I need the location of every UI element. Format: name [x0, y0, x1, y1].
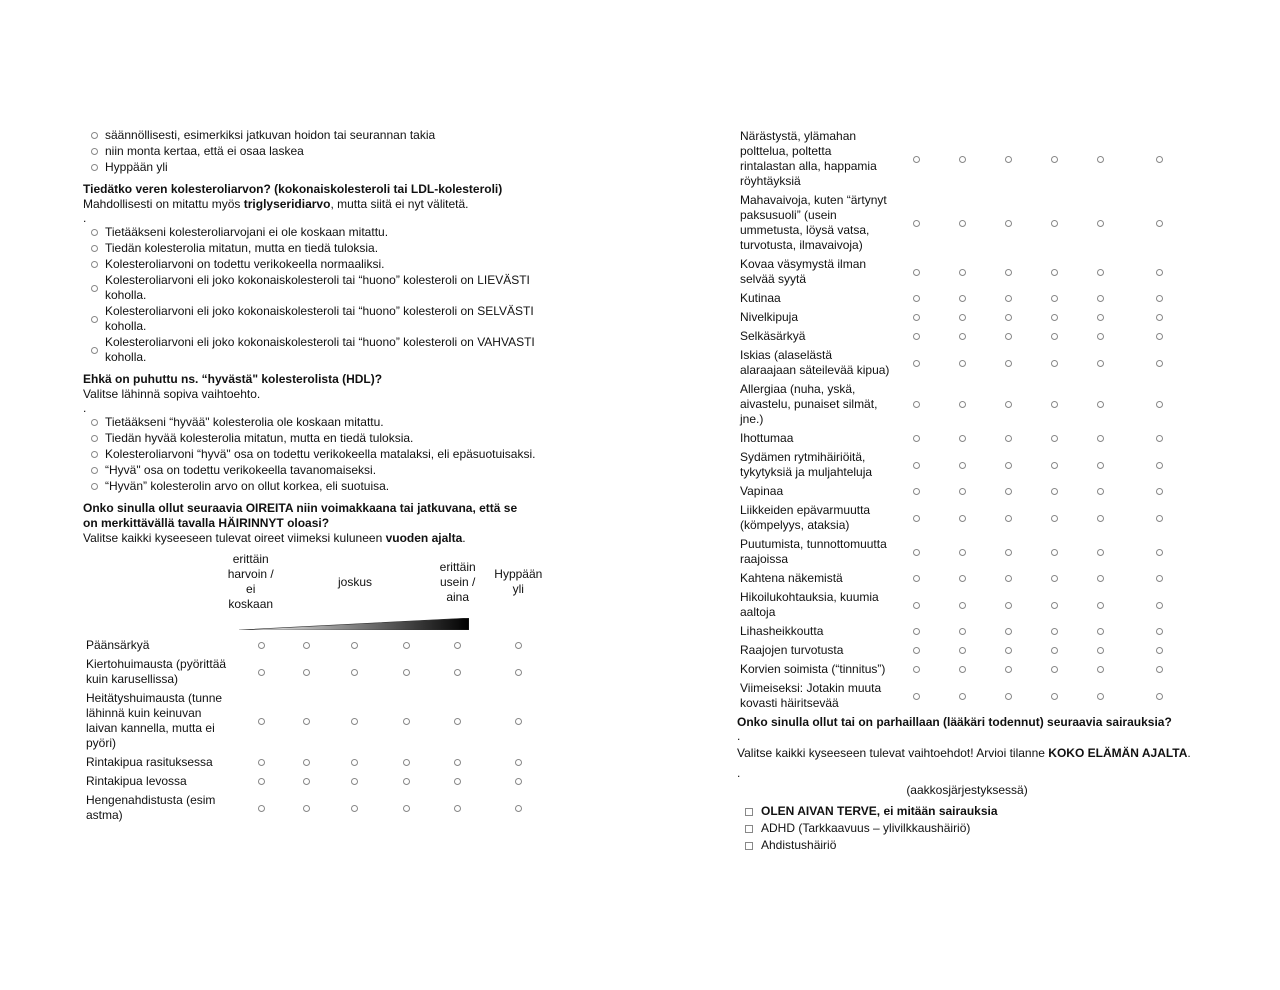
- radio-icon[interactable]: [1005, 462, 1012, 469]
- grid-row-label: Rintakipua rasituksessa: [86, 755, 213, 769]
- radio-icon[interactable]: [1156, 602, 1163, 609]
- radio-icon[interactable]: [515, 759, 522, 766]
- radio-icon[interactable]: [91, 164, 98, 171]
- grid-row-label: Heitätyshuimausta (tunne lähinnä kuin keinuvan laivan kannella, mutta ei pyöri): [86, 691, 223, 750]
- grid-row-label: Selkäsärkyä: [740, 329, 806, 343]
- radio-icon[interactable]: [1156, 269, 1163, 276]
- intensity-wedge: [239, 614, 484, 636]
- radio-icon[interactable]: [1097, 602, 1104, 609]
- grid-row-label: Kutinaa: [740, 291, 781, 305]
- radio-icon[interactable]: [913, 220, 920, 227]
- radio-icon[interactable]: [1005, 628, 1012, 635]
- radio-icon[interactable]: [1005, 220, 1012, 227]
- radio-icon[interactable]: [1097, 488, 1104, 495]
- radio-icon[interactable]: [1097, 435, 1104, 442]
- radio-icon[interactable]: [1097, 295, 1104, 302]
- radio-icon[interactable]: [91, 467, 98, 474]
- cholesterol-options: [83, 225, 553, 365]
- right-column: [737, 127, 1197, 855]
- radio-icon[interactable]: [913, 515, 920, 522]
- radio-icon[interactable]: [403, 759, 410, 766]
- radio-icon[interactable]: [515, 642, 522, 649]
- radio-icon[interactable]: [403, 718, 410, 725]
- radio-icon[interactable]: [1005, 156, 1012, 163]
- radio-option-label: Hyppään yli: [105, 160, 168, 174]
- radio-icon[interactable]: [913, 488, 920, 495]
- checkbox-icon[interactable]: [745, 842, 753, 850]
- dot-separator: .: [83, 401, 87, 415]
- radio-icon[interactable]: [959, 269, 966, 276]
- radio-option-label: “Hyvä" osa on todettu verikokeella tavanomaiseksi.: [105, 463, 377, 477]
- grid-row-label: Sydämen rytmihäiriöitä, tykytyksiä ja muljahteluja: [740, 450, 873, 479]
- grid-row: [83, 772, 553, 791]
- radio-icon[interactable]: [1051, 693, 1058, 700]
- radio-icon[interactable]: [91, 285, 98, 292]
- radio-icon[interactable]: [959, 156, 966, 163]
- grid-row-label: Allergiaa (nuha, yskä, aivastelu, punaiset silmät, jne.): [740, 382, 878, 426]
- radio-option-label: Tiedän hyvää kolesterolia mitatun, mutta en tiedä tuloksia.: [105, 431, 414, 445]
- radio-icon[interactable]: [303, 718, 310, 725]
- radio-option[interactable]: [91, 304, 553, 334]
- grid-row: [83, 689, 553, 753]
- diseases-question-desc: Valitse kaikki kyseeseen tulevat vaihtoehdot! Arvioi tilanne KOKO ELÄMÄN AJALTA.: [737, 746, 1191, 760]
- grid-row: [737, 448, 1195, 482]
- radio-icon[interactable]: [1156, 666, 1163, 673]
- grid-row-label: Hikoilukohtauksia, kuumia aaltoja: [740, 590, 879, 619]
- radio-icon[interactable]: [91, 245, 98, 252]
- radio-icon[interactable]: [91, 229, 98, 236]
- checkbox-option[interactable]: OLEN AIVAN TERVE, ei mitään sairauksia: [745, 804, 1197, 819]
- radio-icon[interactable]: [959, 693, 966, 700]
- radio-icon[interactable]: [1005, 269, 1012, 276]
- radio-icon[interactable]: [1005, 602, 1012, 609]
- radio-icon[interactable]: [1097, 628, 1104, 635]
- radio-icon[interactable]: [1097, 314, 1104, 321]
- radio-icon[interactable]: [91, 132, 98, 139]
- radio-icon[interactable]: [959, 549, 966, 556]
- radio-icon[interactable]: [1005, 488, 1012, 495]
- radio-icon[interactable]: [1156, 295, 1163, 302]
- checkbox-option-label: ADHD (Tarkkaavuus – ylivilkkaushäiriö): [761, 821, 971, 835]
- radio-icon[interactable]: [91, 261, 98, 268]
- radio-option-label: Kolesteroliarvoni “hyvä" osa on todettu verikokeella matalaksi, eli epäsuotuisaksi.: [105, 447, 536, 461]
- grid-row: [83, 791, 553, 825]
- radio-option-label: Tiedän kolesterolia mitatun, mutta en tiedä tuloksia.: [105, 241, 379, 255]
- radio-option[interactable]: [91, 144, 553, 159]
- cholesterol-question-desc: Mahdollisesti on mitattu myös triglyseridiarvo, mutta siitä ei nyt välitetä.: [83, 197, 469, 211]
- checkbox-option[interactable]: [745, 838, 1197, 853]
- radio-icon[interactable]: [1005, 666, 1012, 673]
- radio-icon[interactable]: [1097, 269, 1104, 276]
- radio-icon[interactable]: [454, 718, 461, 725]
- radio-icon[interactable]: [303, 759, 310, 766]
- radio-icon[interactable]: [913, 549, 920, 556]
- grid-row-label: Korvien soimista (“tinnitus”): [740, 662, 886, 676]
- radio-icon[interactable]: [1097, 575, 1104, 582]
- left-column: [83, 127, 553, 825]
- radio-icon[interactable]: [403, 805, 410, 812]
- hdl-question-desc: Valitse lähinnä sopiva vaihtoehto.: [83, 387, 261, 401]
- radio-icon[interactable]: [1156, 628, 1163, 635]
- radio-icon[interactable]: [1051, 314, 1058, 321]
- dot-separator: .: [83, 211, 87, 225]
- radio-icon[interactable]: [913, 435, 920, 442]
- radio-icon[interactable]: [1097, 156, 1104, 163]
- radio-icon[interactable]: [91, 451, 98, 458]
- hdl-question-title: Ehkä on puhuttu ns. “hyvästä" kolesterolista (HDL)?: [83, 372, 383, 386]
- radio-icon[interactable]: [1051, 156, 1058, 163]
- checkbox-icon[interactable]: [745, 808, 753, 816]
- radio-option[interactable]: [91, 160, 553, 175]
- radio-icon[interactable]: [1097, 220, 1104, 227]
- radio-icon[interactable]: [1097, 333, 1104, 340]
- radio-icon[interactable]: [959, 360, 966, 367]
- radio-icon[interactable]: [1005, 401, 1012, 408]
- radio-icon[interactable]: [351, 669, 358, 676]
- symptoms-grid-continued: [737, 127, 1195, 713]
- radio-icon[interactable]: [913, 575, 920, 582]
- radio-icon[interactable]: [403, 669, 410, 676]
- radio-icon[interactable]: [1051, 295, 1058, 302]
- radio-option-label: Kolesteroliarvoni eli joko kokonaiskolesteroli tai “huono” kolesteroli on SELVÄSTI koholla.: [105, 304, 534, 333]
- radio-icon[interactable]: [351, 778, 358, 785]
- radio-icon[interactable]: [959, 462, 966, 469]
- radio-option[interactable]: [91, 257, 553, 272]
- radio-option[interactable]: [91, 335, 553, 365]
- radio-icon[interactable]: [303, 642, 310, 649]
- radio-icon[interactable]: [1005, 435, 1012, 442]
- radio-icon[interactable]: [454, 805, 461, 812]
- grid-row-label: Hengenahdistusta (esim astma): [86, 793, 216, 822]
- grid-row: [737, 327, 1195, 346]
- grid-row: [737, 429, 1195, 448]
- radio-icon[interactable]: [1156, 693, 1163, 700]
- grid-row-label: Ihottumaa: [740, 431, 794, 445]
- radio-icon[interactable]: [913, 360, 920, 367]
- grid-row: [737, 535, 1195, 569]
- radio-option-label: Kolesteroliarvoni eli joko kokonaiskolesteroli tai “huono” kolesteroli on LIEVÄSTI koholla.: [105, 273, 530, 302]
- radio-option-label: Tietääkseni “hyvää" kolesterolia ole koskaan mitattu.: [105, 415, 384, 429]
- grid-row: [737, 127, 1195, 191]
- radio-icon[interactable]: [959, 435, 966, 442]
- radio-icon[interactable]: [91, 347, 98, 354]
- checkbox-icon[interactable]: [745, 825, 753, 833]
- radio-option[interactable]: [91, 128, 553, 143]
- radio-icon[interactable]: [351, 718, 358, 725]
- diseases-question-title: Onko sinulla ollut tai on parhaillaan (lääkäri todennut) seuraavia sairauksia?: [737, 715, 1172, 729]
- radio-option[interactable]: [91, 447, 553, 462]
- radio-icon[interactable]: [1005, 360, 1012, 367]
- symptoms-grid: [83, 550, 553, 825]
- radio-icon[interactable]: [1156, 435, 1163, 442]
- radio-icon[interactable]: [91, 483, 98, 490]
- grid-row-label: Kovaa väsymystä ilman selvää syytä: [740, 257, 867, 286]
- grid-row: [737, 191, 1195, 255]
- radio-icon[interactable]: [91, 435, 98, 442]
- grid-row-label: Mahavaivoja, kuten “ärtynyt paksusuoli” (usein ummetusta, löysä vatsa, turvotusta, ilmavaivoja): [740, 193, 887, 252]
- dot-separator: .: [737, 766, 741, 780]
- radio-icon[interactable]: [959, 220, 966, 227]
- radio-icon[interactable]: [1097, 462, 1104, 469]
- radio-icon[interactable]: [1005, 333, 1012, 340]
- radio-option-label: “Hyvän” kolesterolin arvo on ollut korkea, eli suotuisa.: [105, 479, 390, 493]
- grid-row: [737, 588, 1195, 622]
- radio-icon[interactable]: [1156, 220, 1163, 227]
- radio-option-label: Kolesteroliarvoni eli joko kokonaiskolesteroli tai “huono” kolesteroli on VAHVASTI koholla.: [105, 335, 535, 364]
- radio-icon[interactable]: [913, 602, 920, 609]
- grid-row: [737, 308, 1195, 327]
- radio-icon[interactable]: [1156, 515, 1163, 522]
- radio-icon[interactable]: [258, 759, 265, 766]
- radio-icon[interactable]: [91, 419, 98, 426]
- radio-option[interactable]: [91, 415, 553, 430]
- radio-icon[interactable]: [1051, 488, 1058, 495]
- radio-option-label: niin monta kertaa, että ei osaa laskea: [105, 144, 304, 158]
- radio-icon[interactable]: [959, 515, 966, 522]
- radio-icon[interactable]: [351, 805, 358, 812]
- radio-icon[interactable]: [1051, 220, 1058, 227]
- radio-icon[interactable]: [1051, 435, 1058, 442]
- symptoms-question-desc: Valitse kaikki kyseeseen tulevat oireet viimeksi kuluneen vuoden ajalta.: [83, 531, 466, 545]
- radio-icon[interactable]: [1156, 549, 1163, 556]
- radio-icon[interactable]: [913, 666, 920, 673]
- radio-icon[interactable]: [454, 642, 461, 649]
- radio-icon[interactable]: [515, 778, 522, 785]
- radio-icon[interactable]: [1097, 360, 1104, 367]
- scale-header-low: erittäin harvoin / ei koskaan: [227, 552, 274, 611]
- radio-icon[interactable]: [258, 805, 265, 812]
- intensity-gradient-icon: [239, 618, 469, 630]
- hdl-options: [83, 415, 553, 494]
- radio-icon[interactable]: [959, 295, 966, 302]
- radio-icon[interactable]: [959, 314, 966, 321]
- cholesterol-question-title: Tiedätko veren kolesteroliarvon? (kokonaiskolesteroli tai LDL-kolesteroli): [83, 182, 503, 196]
- radio-icon[interactable]: [1005, 314, 1012, 321]
- radio-icon[interactable]: [1051, 647, 1058, 654]
- radio-icon[interactable]: [959, 575, 966, 582]
- radio-option-label: säännöllisesti, esimerkiksi jatkuvan hoidon tai seurannan takia: [105, 128, 436, 142]
- radio-icon[interactable]: [913, 462, 920, 469]
- scale-header-mid: joskus: [337, 574, 372, 589]
- radio-icon[interactable]: [1005, 647, 1012, 654]
- radio-icon[interactable]: [303, 669, 310, 676]
- radio-icon[interactable]: [1005, 295, 1012, 302]
- radio-icon[interactable]: [913, 693, 920, 700]
- radio-icon[interactable]: [258, 718, 265, 725]
- radio-icon[interactable]: [1051, 462, 1058, 469]
- radio-icon[interactable]: [91, 148, 98, 155]
- grid-row: [737, 569, 1195, 588]
- radio-icon[interactable]: [1097, 693, 1104, 700]
- grid-row: [737, 482, 1195, 501]
- checkbox-option-label: Ahdistushäiriö: [761, 838, 837, 852]
- grid-row-label: Puutumista, tunnottomuutta raajoissa: [740, 537, 887, 566]
- grid-row: [737, 255, 1195, 289]
- radio-icon[interactable]: [913, 314, 920, 321]
- radio-icon[interactable]: [515, 718, 522, 725]
- grid-row-label: Nivelkipuja: [740, 310, 799, 324]
- radio-icon[interactable]: [515, 669, 522, 676]
- radio-icon[interactable]: [403, 642, 410, 649]
- radio-option[interactable]: [91, 463, 553, 478]
- grid-row-label: Päänsärkyä: [86, 638, 150, 652]
- radio-option-label: Tietääkseni kolesteroliarvojani ei ole koskaan mitattu.: [105, 225, 389, 239]
- grid-row-label: Kahtena näkemistä: [740, 571, 843, 585]
- radio-icon[interactable]: [959, 647, 966, 654]
- radio-icon[interactable]: [913, 333, 920, 340]
- radio-icon[interactable]: [303, 805, 310, 812]
- radio-icon[interactable]: [959, 602, 966, 609]
- scale-header-skip: Hyppään yli: [494, 567, 543, 596]
- radio-option[interactable]: [91, 431, 553, 446]
- radio-icon[interactable]: [1156, 156, 1163, 163]
- radio-icon[interactable]: [258, 778, 265, 785]
- disease-options: [737, 821, 1197, 853]
- radio-option[interactable]: [91, 273, 553, 303]
- radio-icon[interactable]: [913, 628, 920, 635]
- grid-row: [83, 636, 553, 655]
- radio-icon[interactable]: [1156, 401, 1163, 408]
- radio-icon[interactable]: [1097, 666, 1104, 673]
- radio-icon[interactable]: [1051, 602, 1058, 609]
- grid-row: [737, 679, 1195, 713]
- radio-icon[interactable]: [959, 401, 966, 408]
- radio-icon[interactable]: [1051, 575, 1058, 582]
- radio-icon[interactable]: [959, 488, 966, 495]
- radio-icon[interactable]: [1005, 693, 1012, 700]
- radio-icon[interactable]: [1097, 549, 1104, 556]
- radio-icon[interactable]: [913, 156, 920, 163]
- radio-icon[interactable]: [1156, 462, 1163, 469]
- radio-icon[interactable]: [1051, 549, 1058, 556]
- radio-icon[interactable]: [1005, 575, 1012, 582]
- radio-icon[interactable]: [1051, 628, 1058, 635]
- radio-icon[interactable]: [1051, 666, 1058, 673]
- grid-row: [737, 641, 1195, 660]
- scale-header-high: erittäin usein / aina: [439, 559, 476, 604]
- radio-icon[interactable]: [351, 642, 358, 649]
- radio-icon[interactable]: [454, 759, 461, 766]
- radio-icon[interactable]: [403, 778, 410, 785]
- radio-icon[interactable]: [1156, 575, 1163, 582]
- grid-row: [737, 346, 1195, 380]
- radio-icon[interactable]: [913, 295, 920, 302]
- grid-row-label: Viimeiseksi: Jotakin muuta kovasti häiritsevää: [740, 681, 882, 710]
- grid-row-label: Iskias (alaselästä alaraajaan säteilevää kipua): [740, 348, 890, 377]
- radio-option-label: Kolesteroliarvoni on todettu verikokeella normaaliksi.: [105, 257, 385, 271]
- grid-row-label: Vapinaa: [740, 484, 784, 498]
- grid-row-label: Rintakipua levossa: [86, 774, 187, 788]
- dot-separator: .: [737, 729, 741, 743]
- radio-icon[interactable]: [303, 778, 310, 785]
- radio-icon[interactable]: [959, 628, 966, 635]
- radio-icon[interactable]: [1051, 401, 1058, 408]
- grid-row: [737, 380, 1195, 429]
- grid-row: [737, 660, 1195, 679]
- radio-icon[interactable]: [258, 669, 265, 676]
- radio-icon[interactable]: [913, 401, 920, 408]
- grid-row: [737, 622, 1195, 641]
- radio-icon[interactable]: [1097, 515, 1104, 522]
- radio-icon[interactable]: [1051, 515, 1058, 522]
- alphabetical-note: (aakkosjärjestyksessä): [906, 783, 1028, 797]
- radio-icon[interactable]: [1005, 515, 1012, 522]
- symptoms-question-title: Onko sinulla ollut seuraavia OIREITA niin voimakkaana tai jatkuvana, että se on merkittävällä tavalla HÄIRINNYT oloasi?: [83, 501, 518, 530]
- radio-icon[interactable]: [1097, 401, 1104, 408]
- grid-row: [737, 289, 1195, 308]
- grid-row-label: Raajojen turvotusta: [740, 643, 844, 657]
- grid-row: [737, 501, 1195, 535]
- radio-icon[interactable]: [1156, 314, 1163, 321]
- radio-icon[interactable]: [515, 805, 522, 812]
- radio-icon[interactable]: [258, 642, 265, 649]
- radio-icon[interactable]: [1156, 488, 1163, 495]
- radio-icon[interactable]: [913, 647, 920, 654]
- radio-option[interactable]: [91, 225, 553, 240]
- frequency-options: [83, 128, 553, 175]
- grid-row-label: Kiertohuimausta (pyörittää kuin karusellissa): [86, 657, 227, 686]
- radio-icon[interactable]: [1051, 360, 1058, 367]
- grid-row-label: Liikkeiden epävarmuutta (kömpelyys, ataksia): [740, 503, 871, 532]
- radio-icon[interactable]: [1051, 333, 1058, 340]
- radio-icon[interactable]: [1051, 269, 1058, 276]
- radio-icon[interactable]: [913, 269, 920, 276]
- radio-option[interactable]: [91, 479, 553, 494]
- radio-icon[interactable]: [1005, 549, 1012, 556]
- radio-icon[interactable]: [91, 316, 98, 323]
- radio-icon[interactable]: [454, 669, 461, 676]
- grid-row: [83, 655, 553, 689]
- radio-icon[interactable]: [351, 759, 358, 766]
- checkbox-option[interactable]: [745, 821, 1197, 836]
- radio-icon[interactable]: [454, 778, 461, 785]
- radio-option[interactable]: [91, 241, 553, 256]
- radio-icon[interactable]: [1156, 360, 1163, 367]
- radio-icon[interactable]: [959, 666, 966, 673]
- radio-icon[interactable]: [959, 333, 966, 340]
- grid-row-label: Närästystä, ylämahan polttelua, poltetta rintalastan alla, happamia röyhtäyksiä: [740, 129, 877, 188]
- radio-icon[interactable]: [1097, 647, 1104, 654]
- radio-icon[interactable]: [1156, 647, 1163, 654]
- radio-icon[interactable]: [1156, 333, 1163, 340]
- grid-row-label: Lihasheikkoutta: [740, 624, 824, 638]
- grid-row: [83, 753, 553, 772]
